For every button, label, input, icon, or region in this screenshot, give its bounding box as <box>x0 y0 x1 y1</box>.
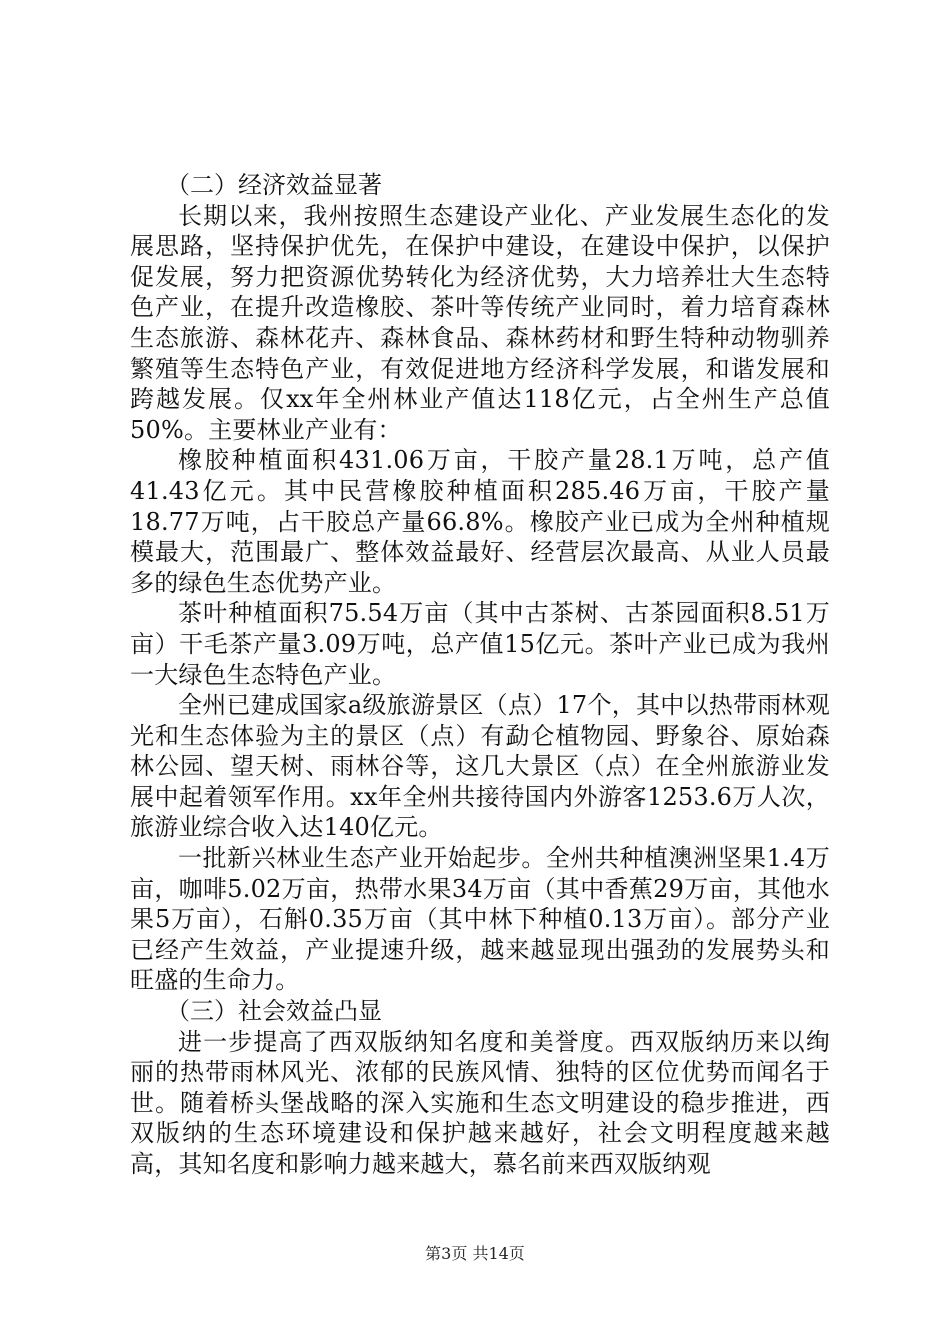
section-heading-social: （三）社会效益凸显 <box>166 997 382 1026</box>
paragraph: 进一步提高了西双版纳知名度和美誉度。西双版纳历来以绚丽的热带雨林风光、浓郁的民族风情、独特的区位优势而闻名于世。随着桥头堡战略的深入实施和生态文明建设的稳步推进，西双版纳的生态环境建设和保护越来越好，社会文明程度越来越高，其知名度和影响力越来越大，慕名前来西双版纳观 <box>130 1027 830 1178</box>
paragraph: 全州已建成国家a级旅游景区（点）17个，其中以热带雨林观光和生态体验为主的景区（点）有勐仑植物园、野象谷、原始森林公园、望天树、雨林谷等，这几大景区（点）在全州旅游业发展中起着领军作用。xx年全州共接待国内外游客1253.6万人次，旅游业综合收入达140亿元。 <box>130 691 830 842</box>
section-heading-economic: （二）经济效益显著 <box>166 171 382 199</box>
paragraph: 一批新兴林业生态产业开始起步。全州共种植澳洲坚果1.4万亩，咖啡5.02万亩，热带水果34万亩（其中香蕉29万亩，其他水果5万亩），石斛0.35万亩（其中林下种植0.13万亩）。部分产业已经产生效益，产业提速升级，越来越显现出强劲的发展势头和旺盛的生命力。 <box>130 844 830 995</box>
paragraph: 茶叶种植面积75.54万亩（其中古茶树、古茶园面积8.51万亩）干毛茶产量3.09万吨，总产值15亿元。茶叶产业已成为我州一大绿色生态特色产业。 <box>130 599 830 689</box>
document-body <box>130 170 830 1180</box>
paragraph: 长期以来，我州按照生态建设产业化、产业发展生态化的发展思路，坚持保护优先，在保护中建设，在建设中保护，以保护促发展，努力把资源优势转化为经济优势，大力培养壮大生态特色产业，在提升改造橡胶、茶叶等传统产业同时，着力培育森林生态旅游、森林花卉、森林食品、森林药材和野生特种动物驯养繁殖等生态特色产业，有效促进地方经济科学发展，和谐发展和跨越发展。仅xx年全州林业产值达118亿元，占全州生产总值50%。主要林业产业有： <box>130 201 830 444</box>
page-footer: 第3页 共14页 <box>425 1244 525 1263</box>
paragraph: 橡胶种植面积431.06万亩，干胶产量28.1万吨，总产值41.43亿元。其中民营橡胶种植面积285.46万亩，干胶产量18.77万吨，占干胶总产量66.8%。橡胶产业已成为全州种植规模最大，范围最广、整体效益最好、经营层次最高、从业人员最多的绿色生态优势产业。 <box>130 446 830 597</box>
